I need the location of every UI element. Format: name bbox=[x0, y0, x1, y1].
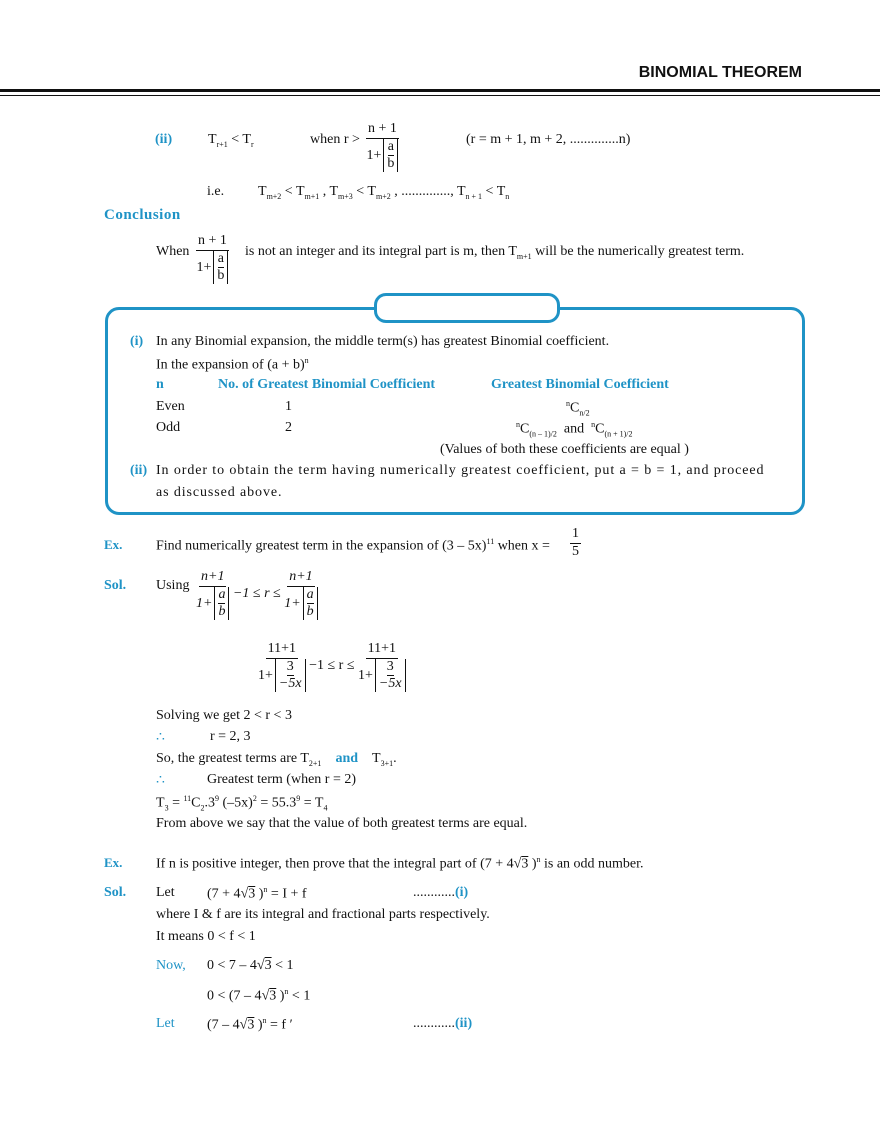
sol1-label: Sol. bbox=[104, 578, 127, 593]
therefore-symbol-2: ∴ bbox=[156, 773, 165, 788]
table-row-odd-count: 2 bbox=[285, 420, 292, 435]
table-header-n: n bbox=[156, 377, 164, 392]
ex2-label: Ex. bbox=[104, 855, 123, 870]
table-row-even-count: 1 bbox=[285, 399, 292, 414]
sol1-inequality-substituted: 11+1 1+ $\frac{3}{-5x}$ −1 ≤ r ≤ 11+1 1+ $\frac{3}{-5x}$ bbox=[258, 640, 406, 692]
sol2-means: It means 0 < f < 1 bbox=[156, 929, 256, 944]
note-i-line1: In any Binomial expansion, the middle term(s) has greatest Binomial coefficient. bbox=[156, 334, 610, 349]
sol1-solving: Solving we get 2 < r < 3 bbox=[156, 708, 292, 723]
case-ii-inequality: $T_{r+1} < T_r$ bbox=[208, 132, 254, 149]
table-row-even-coef: $^nC_{n/2}$ bbox=[566, 399, 590, 418]
sqrt-symbol: √ bbox=[239, 1017, 248, 1033]
table-row-even-n: Even bbox=[156, 399, 185, 414]
header-rule-thin bbox=[0, 95, 880, 96]
sqrt-symbol: √ bbox=[513, 856, 522, 872]
sol2-equation-2: (7 – 4√3 )$^n$ = f ′ bbox=[207, 1016, 293, 1033]
case-ii-fraction: n + 1 1+ $\frac{a}{b}$ bbox=[366, 121, 397, 171]
sqrt-symbol: √ bbox=[256, 958, 265, 973]
ex1-text: Find numerically greatest term in the expansion of (3 – 5x)$^{11}$ when x = bbox=[156, 537, 550, 554]
note-ii-line2: as discussed above. bbox=[156, 485, 283, 500]
sol2-let: Let bbox=[156, 885, 175, 900]
sol1-using: Using bbox=[156, 578, 190, 593]
ex2-text: If n is positive integer, then prove that the integral part of (7 + 4√3 )$^n$ is an odd number. bbox=[156, 855, 644, 872]
note-ii-line1: In order to obtain the term having numerically greatest coefficient, put a = b = 1, and proceed bbox=[156, 463, 765, 478]
ex1-fraction: $\frac{1}{5}$ bbox=[572, 526, 579, 559]
therefore-symbol-1: ∴ bbox=[156, 730, 165, 745]
sol1-inequality-general: n+1 1+ $\frac{a}{b}$ −1 ≤ r ≤ n+1 1+ $\frac{a}{b}$ bbox=[196, 568, 318, 620]
sol1-t3-equation: $T_3 = ^{11}C_2.3^9$ $(-5x)^2 = 55.3^9 = T_4$ bbox=[156, 794, 328, 813]
sol1-greatest-term-note: Greatest term (when r = 2) bbox=[207, 772, 357, 787]
sol2-now: Now, bbox=[156, 958, 186, 973]
sol1-r-values: r = 2, 3 bbox=[210, 729, 251, 744]
values-equal-note: (Values of both these coefficients are equal ) bbox=[440, 442, 689, 457]
sol2-let-2: Let bbox=[156, 1016, 175, 1031]
note-ii-label: (ii) bbox=[130, 463, 148, 478]
table-header-coefficient: Greatest Binomial Coefficient bbox=[491, 377, 669, 392]
sol1-greatest-terms: So, the greatest terms are $T_{2+1}$ and $T_{3+1}$. bbox=[156, 751, 397, 768]
note-box-tab bbox=[374, 293, 560, 323]
sol2-inequality-2: 0 < (7 – 4√3 )$^n$ < 1 bbox=[207, 987, 311, 1004]
case-ii-ie: i.e. bbox=[207, 184, 225, 199]
sol2-label: Sol. bbox=[104, 885, 127, 900]
note-i-line2: In the expansion of $(a + b)^n$ bbox=[156, 356, 309, 373]
sol2-where: where I & f are its integral and fractional parts respectively. bbox=[156, 907, 490, 922]
conclusion-fraction: n + 1 1+ $\frac{a}{b}$ bbox=[196, 233, 227, 283]
sqrt-symbol: √ bbox=[261, 988, 270, 1004]
table-row-odd-coef: $^nC_{(n - 1)/2}$ and $^nC_{(n + 1)/2}$ bbox=[516, 420, 633, 439]
sqrt-symbol: √ bbox=[240, 886, 249, 902]
sol2-equation-1: (7 + 4√3 )$^n$ = I + f bbox=[207, 885, 307, 902]
table-header-count: No. of Greatest Binomial Coefficient bbox=[218, 377, 436, 392]
ex1-label: Ex. bbox=[104, 537, 123, 552]
note-i-label: (i) bbox=[130, 334, 144, 349]
conclusion-heading: Conclusion bbox=[104, 207, 181, 223]
sol2-ref-ii: ............(ii) bbox=[413, 1016, 473, 1031]
page-header-title: BINOMIAL THEOREM bbox=[638, 64, 802, 81]
sol2-inequality-1: 0 < 7 – 4√3 < 1 bbox=[207, 958, 294, 973]
case-ii-when: when r > bbox=[310, 132, 360, 147]
case-ii-range: (r = m + 1, m + 2, ..............n) bbox=[466, 132, 631, 147]
sol2-ref-i: ............(i) bbox=[413, 885, 469, 900]
case-ii-label: (ii) bbox=[155, 132, 173, 147]
table-row-odd-n: Odd bbox=[156, 420, 181, 435]
case-ii-chain: $T_{m+2} < T_{m+1}$ , $T_{m+3} < T_{m+2}$ , .............., $T_{n + 1} < T_n$ bbox=[258, 184, 510, 201]
conclusion-when: When bbox=[156, 244, 190, 259]
header-rule-thick bbox=[0, 89, 880, 92]
conclusion-text: is not an integer and its integral part is m, then $T_{m+1}$ will be the numerically greatest term. bbox=[245, 244, 745, 261]
sol1-conclusion: From above we say that the value of both greatest terms are equal. bbox=[156, 816, 528, 831]
